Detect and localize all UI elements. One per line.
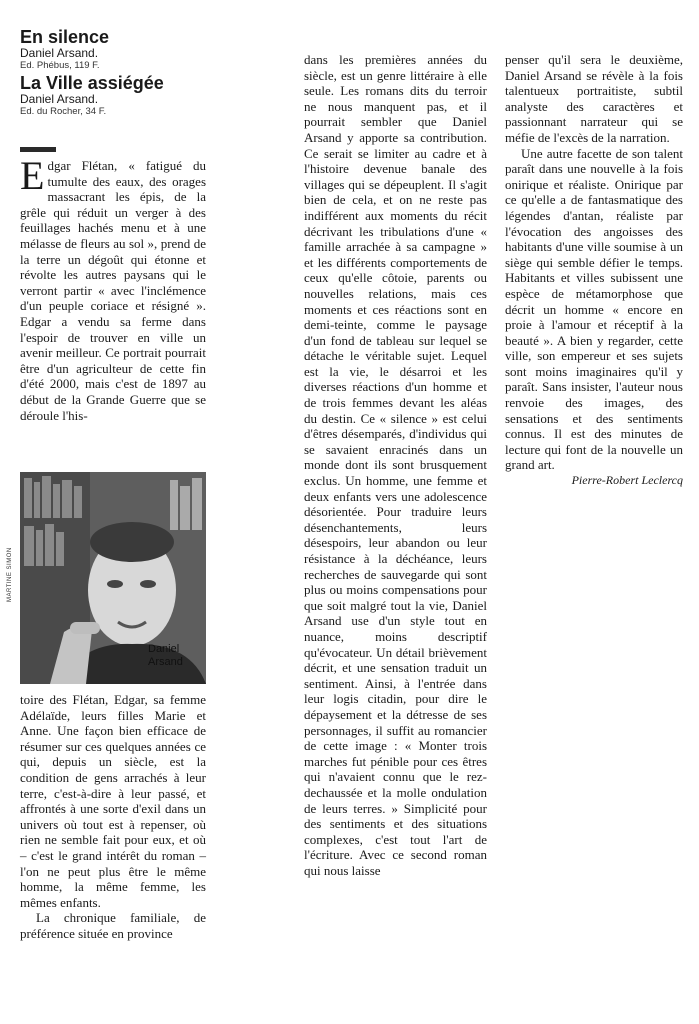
book-publisher-2: Ed. du Rocher, 34 F. xyxy=(20,106,107,117)
book-author-2: Daniel Arsand. xyxy=(20,92,99,106)
column-1-top xyxy=(20,153,206,423)
paragraph: La chronique familiale, de préférence située en province xyxy=(20,910,206,941)
author-signature: Pierre-Robert Leclercq xyxy=(571,473,683,488)
photo-caption-line-1: Daniel xyxy=(148,643,180,655)
column-2 xyxy=(304,52,487,878)
book-headers xyxy=(20,28,206,120)
photo-credit: MARTINE SIMON xyxy=(7,547,13,602)
book-publisher-1: Ed. Phébus, 119 F. xyxy=(20,60,100,71)
drop-cap: E xyxy=(20,153,45,198)
paragraph: toire des Flétan, Edgar, sa femme Adélaïde, leurs filles Marie et Anne. Une façon bien efficace de résumer sur ces quelques années ce qui, depuis un siècle, est la condition de gens arrachés à leur terre, c'est-à-dire à leur passé, et affrontés à une sorte d'exil dans un univers où tout est à repenser, où rien ne semble fait pour eux, et où – c'est le grand intérêt du roman – l'on ne peut plus être le même homme, la même femme, les mêmes enfants. xyxy=(20,692,206,910)
paragraph: dans les premières années du siècle, est un genre littéraire à elle seule. Les romans dits du terroir ne nous manquent pas, et il pourrait sembler que Daniel Arsand y apporte sa contribution. Ce serait se limiter au cadre et à l'histoire devenue banale des villages qui se dépeuplent. Il s'agit bien de cela, et on ne reste pas indifférent aux moments du récit décrivant les tribulations d'une « famille arrachée à sa campagne » et les différents comportements de ceux qu'elle côtoie, parents ou nouvelles relations, mais ces moments et ces réactions sont en demi-teinte, comme le paysage d'un fond de tableau sur lequel se détache le véritable sujet. Lequel est la vie, le désarroi et les diverses réactions d'un homme et de trois femmes devant les aléas du destin. Ce « silence » est celui d'êtres désemparés, d'individus qui se savaient enracinés dans un monde dont ils sont brusquement exclus. Un homme, une femme et deux enfants vers une adolescence désorientée. Pour traduire leurs désenchantements, leurs désespoirs, leur abandon ou leur résistance à la déchéance, leurs recherches de sauvegarde qui sont plus ou moins compensations pour que soit malgré tout la vie, Daniel Arsand use d'un style tout en nuance, moins descriptif qu'évocateur. Un détail brièvement décrit, et une sensation traduit un sentiment. Ainsi, à l'entrée dans leur logis citadin, pour dire le dépaysement et la détresse de ses personnages, il suffit au romancier de cette image : « Monter trois marches fut pénible pour ces êtres qui n'avaient connu que le rez-dechaussée et la molle ondulation de leurs terres. » Simplicité pour des sentiments et des situations complexes, c'est tout l'art de l'écriture. Avec ce second roman qui nous laisse xyxy=(304,52,487,878)
section-rule xyxy=(20,147,56,152)
book-author-1: Daniel Arsand. xyxy=(20,46,99,60)
photo-caption-line-2: Arsand xyxy=(148,656,183,668)
column-1-bottom xyxy=(20,692,206,942)
photo-caption xyxy=(148,643,183,669)
book-title-2: La Ville assiégée xyxy=(20,73,164,93)
paragraph: Une autre facette de son talent paraît dans une nouvelle à la fois onirique et réaliste. Onirique par ce qu'elle a de fantasmatique des légendes d'antan, réaliste par l'évocation des angoisses des habitants d'une ville soumise à un siège qui semble défier le temps. Habitants et villes subissent une espèce de métamorphose que décrit un homme « encore en proie à l'amour et réceptif à la beauté ». A bien y regarder, cette ville, son empereur et ses sujets sont moins imaginaires qu'il y paraît. Sans insister, l'auteur nous renvoie des images, des sensations et des sentiments connus. Il est des minutes de lecture qui font de la nouvelle un grand art. xyxy=(505,145,683,473)
paragraph: penser qu'il sera le deuxième, Daniel Arsand se révèle à la fois talentueux portraitiste, subtil analyste des caractères et passionnant narrateur qui se méfie de l'excès de la narration. xyxy=(505,52,683,145)
book-title-1: En silence xyxy=(20,27,110,47)
intro-text: dgar Flétan, « fatigué du tumulte des eaux, des orages massacrant les épis, de la grêle qui réduit un verger à des feuillages hachés menu et à une mélasse de fleurs au sol », prend de la terre un dégoût qui étonne et révolte les autres paysans qui le verront partir « avec l'inclémence d'un peuple coriace et résigné ». Edgar a vendu sa ferme dans l'espoir de trouver en ville un avenir meilleur. Ce portrait pourrait être d'un agriculteur de cette fin d'été 2000, mais c'est de 1897 au début de la Grande Guerre que se déroule l'his- xyxy=(20,158,206,423)
column-3 xyxy=(505,52,683,489)
author-photo xyxy=(20,472,206,684)
